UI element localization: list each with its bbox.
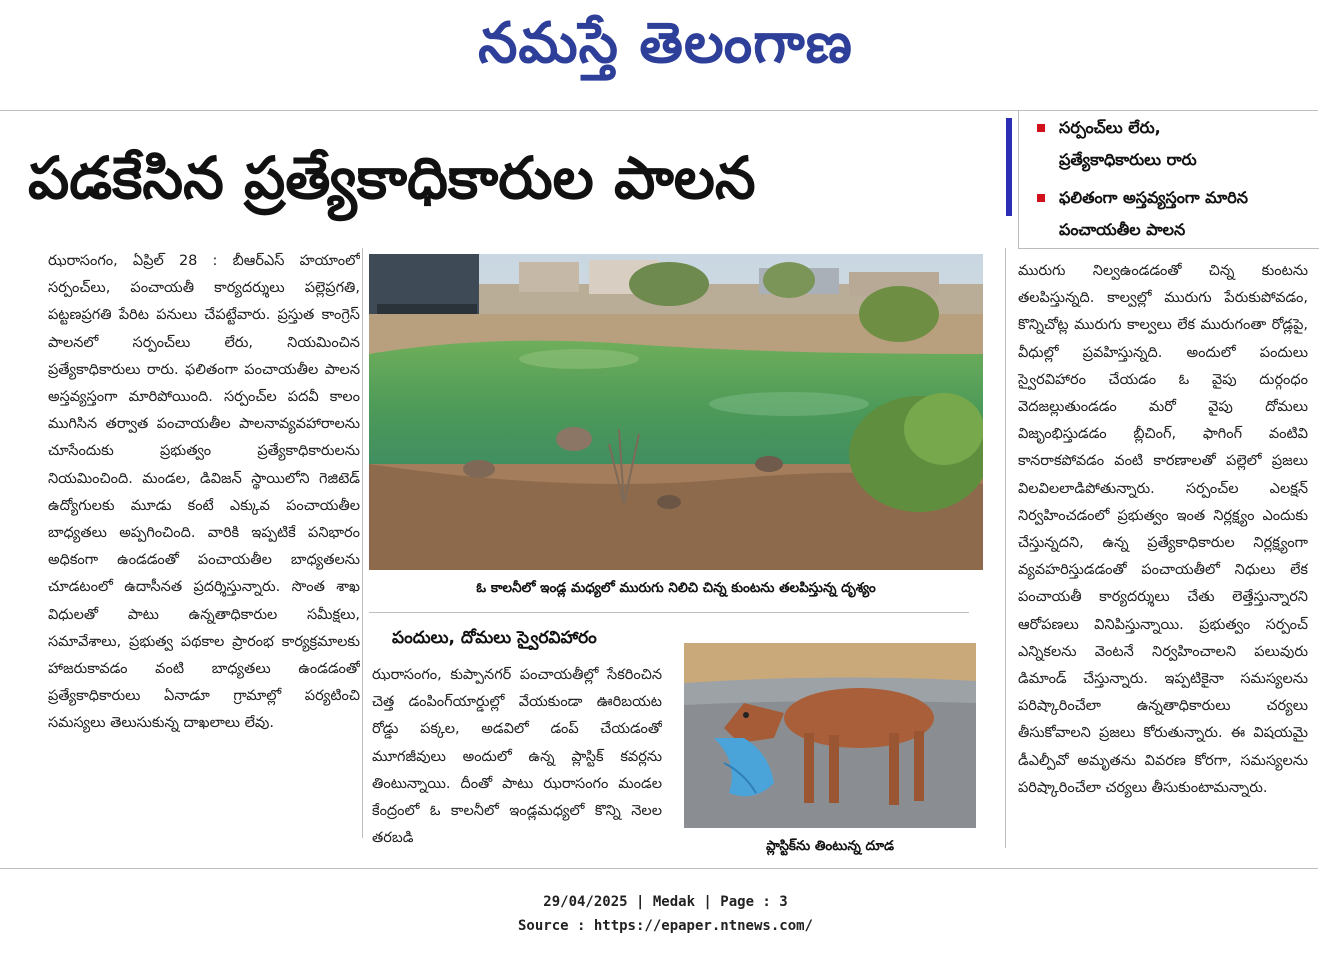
- photo-pond: [369, 254, 983, 570]
- column-divider: [362, 248, 363, 838]
- footer-source-link[interactable]: Source : https://epaper.ntnews.com/: [517, 918, 813, 934]
- caption-divider: [369, 612, 969, 613]
- article-paragraph: మురుగు నిల్వఉండడంతో చిన్న కుంటను తలపిస్తున్నది. కాల్వల్లో మురుగు పేరుకుపోవడం, కొన్నిచోట్ల మురుగు కాల్వలు లేక మురుగంతా రోడ్లపై, వీధుల్లో ప్రవహిస్తున్నది. అందులో పందులు స్వైరవిహారం చేయడం ఓ వైపు దుర్గంధం వెదజల్లుతుండడం మరో వైపు దోమలు విజృంభిస్తుడడం బ్లీచింగ్, ఫాగింగ్ వంటివి కానరాకపోవడం వంటి కారణాలతో పల్లెలో ప్రజలు విలవిలలాడిపోతున్నారు. సర్పంచ్‌ల ఎలక్షన్ నిర్వహించడంలో ప్రభుత్వం ఇంత నిర్లక్ష్యం ఎందుకు చేస్తున్నదని, ఉన్న ప్రత్యేకాధికారుల నిర్లక్ష్యంగా వ్యవహరిస్తుడడంతో పంచాయతీలో నిధులు లేక పంచాయతీ కార్యదర్శులు చేతు లెత్తేస్తున్నారని ఆరోపణలు వినిపిస్తున్నాయి. ప్రభుత్వం సర్పంచ్ ఎన్నికలను వెంటనే నిర్వహించాలని పలువురు డిమాండ్ చేస్తున్నారు. ఇప్పటికైనా సమస్యలను పరిష్కారించేలా ఉన్నతాధికారులు చర్యలు తీసుకోవాలని ప్రజలు కోరుతున్నారు. ఈ విషయమై డీఎల్పీవో అమృతను వివరణ కోరగా, సమస్యలను పరిష్కారించేలా చర్యలు తీసుకుంటామన్నారు.: [1018, 263, 1308, 796]
- headline: పడకేసిన ప్రత్యేకాధికారుల పాలన: [28, 144, 756, 212]
- bullet-icon: [1037, 124, 1045, 132]
- bullet-icon: [1037, 194, 1045, 202]
- photo-calf: [684, 643, 976, 828]
- pond-photo-image: [369, 254, 983, 570]
- article-right-column: [1018, 258, 1308, 858]
- article-paragraph: ఝరాసంగం, ఏప్రిల్ 28 : బీఆర్‌ఎస్ హయాంలో సర్పంచ్‌లు, పంచాయతీ కార్యదర్శులు పల్లెప్రగతి, పట్టణప్రగతి పేరిట పనులు చేపట్టేవారు. ప్రస్తుత కాంగ్రెస్ పాలనలో సర్పంచ్‌లు లేరు, నియమించిన ప్రత్యేకాధికారులు రారు. ఫలితంగా పంచాయతీల పాలన అస్తవ్యస్తంగా మారిపోయింది. సర్పంచ్‌ల పదవీ కాలం ముగిసిన తర్వాత పంచాయతీల పాలనావ్యవహారాలను చూసేందుకు ప్రభుత్వం ప్రత్యేకాధికారులను నియమించింది. మండల, డివిజన్ స్థాయిలోని గెజిటెడ్ ఉద్యోగులకు మూడు కంటే ఎక్కువ పంచాయతీల బాధ్యతలు అప్పగించింది. వారికి ఇప్పటికే పనిభారం అధికంగా ఉండడంతో పంచాయతీల బాధ్యతలను చూడటంలో ఉదాసీనత ప్రదర్శిస్తున్నారు. సొంత శాఖ విధులతో పాటు ఉన్నతాధికారుల సమీక్షలు, సమావేశాలు, ప్రభుత్వ పథకాల ప్రారంభ కార్యక్రమాలకు హాజరుకావడం వంటి బాధ్యతలు ఉండడంతో ప్రత్యేకాధికారులు ఏనాడూ గ్రామాల్లో పర్యటించి సమస్యలు తెలుసుకున్న దాఖలాలు లేవు.: [48, 253, 360, 732]
- accent-bar: [1006, 118, 1012, 216]
- highlight-1-line1: సర్పంచ్‌లు లేరు,: [1059, 118, 1161, 137]
- masthead-logo: నమస్తే తెలంగాణ: [478, 10, 853, 76]
- photo-pond-caption: ఓ కాలనీలో ఇండ్ల మధ్యలో మురుగు నిలిచి చిన్న కుంటను తలపిస్తున్న దృశ్యం: [476, 580, 876, 596]
- calf-photo-image: [684, 643, 976, 828]
- column-divider: [1005, 248, 1006, 848]
- article-left-column: [48, 248, 360, 848]
- highlight-1-line2: ప్రత్యేకాధికారులు రారు: [1059, 150, 1197, 169]
- highlight-2-line1: ఫలితంగా అస్తవ్యస్తంగా మారిన: [1059, 188, 1248, 207]
- footer-edition-info: 29/04/2025 | Medak | Page : 3: [543, 894, 788, 910]
- highlight-2-line2: పంచాయతీల పాలన: [1059, 220, 1186, 239]
- photo-calf-caption: ప్లాస్టిక్‌ను తింటున్న దూడ: [765, 838, 895, 854]
- article-middle-column: [372, 662, 662, 862]
- article-paragraph: ఝరాసంగం, కుప్పానగర్ పంచాయతీల్లో సేకరించిన చెత్త డంపింగ్‌యార్డుల్లో వేయకుండా ఊరిబయట రోడ్డు పక్కల, అడవిలో డంప్ చేయడంతో మూగజీవులు అందులో ఉన్న ప్లాస్టిక్ కవర్లను తింటున్నాయి. దీంతో పాటు ఝరాసంగం మండల కేంద్రంలో ఓ కాలనీలో ఇండ్లమధ్యలో కొన్ని నెలల తరబడి: [372, 667, 662, 847]
- bottom-divider: [0, 868, 1318, 869]
- highlights-box: [1018, 110, 1319, 249]
- subhead: పందులు, దోమలు స్వైరవిహారం: [392, 628, 597, 648]
